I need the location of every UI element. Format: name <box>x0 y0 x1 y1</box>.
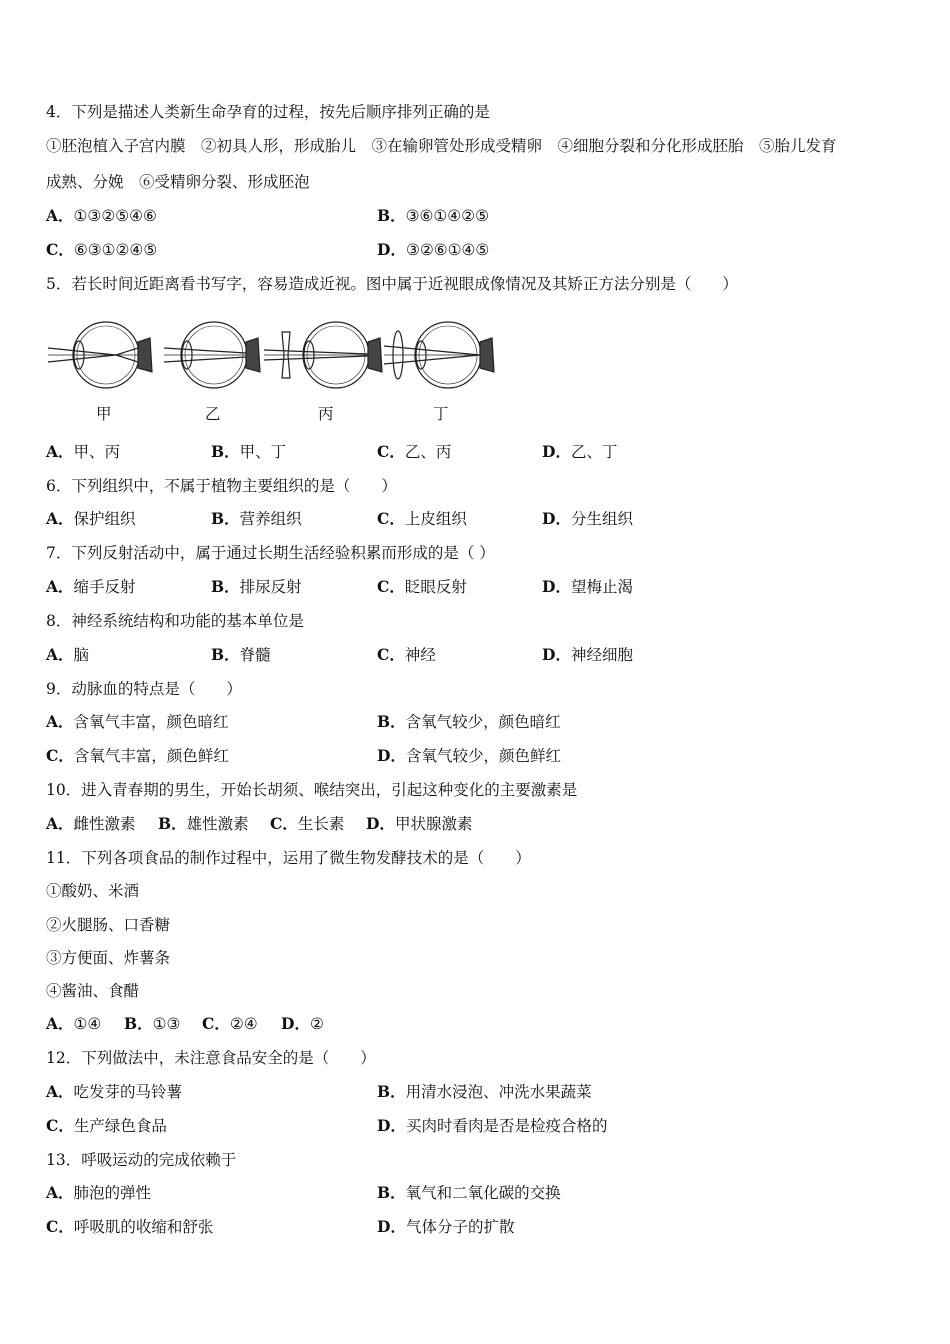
q11-item: ④酱油、食醋 <box>46 982 140 1000</box>
q9-option-a[interactable] <box>46 712 229 732</box>
option-text: 用清水浸泡、冲洗水果蔬菜 <box>405 1083 592 1101</box>
eye-bing-diagram <box>264 322 382 388</box>
q9-stem: 9．动脉血的特点是（ ） <box>46 680 242 698</box>
option-letter: B． <box>158 814 187 833</box>
q8-option-d[interactable] <box>542 645 633 665</box>
figure-label-yi: 乙 <box>205 405 221 423</box>
q4-detail-line-2: 成熟、分娩 ⑥受精卵分裂、形成胚泡 <box>46 173 310 191</box>
q13-option-d[interactable] <box>377 1217 514 1237</box>
eye-ding-diagram <box>384 322 494 388</box>
option-text: 乙、丙 <box>404 443 452 461</box>
option-text: ③②⑥①④⑤ <box>405 241 490 259</box>
q7-option-d[interactable] <box>542 577 633 597</box>
option-letter: C． <box>46 1116 74 1135</box>
option-letter: A． <box>46 442 74 461</box>
option-text: 含氧气丰富，颜色暗红 <box>73 713 229 731</box>
option-letter: C． <box>377 645 405 664</box>
option-letter: C． <box>377 577 405 596</box>
option-letter: A． <box>46 814 74 833</box>
option-text: ①③②⑤④⑥ <box>73 207 157 225</box>
q5-option-c[interactable] <box>377 442 451 462</box>
option-letter: A． <box>46 206 74 225</box>
q4-stem: 4．下列是描述人类新生命孕育的过程，按先后顺序排列正确的是 <box>46 103 490 121</box>
q9-option-c[interactable] <box>46 746 229 766</box>
q11-option-c[interactable] <box>202 1014 258 1034</box>
q5-option-d[interactable] <box>542 442 617 462</box>
option-letter: D． <box>542 509 571 528</box>
q4-detail-line-1: ①胚泡植入子宫内膜 ②初具人形，形成胎儿 ③在输卵管处形成受精卵 ④细胞分裂和分化形成胚胎 ⑤胎儿发育 <box>46 137 837 155</box>
option-text: ①④ <box>73 1015 102 1033</box>
q5-option-b[interactable] <box>211 442 286 462</box>
q11-option-d[interactable] <box>281 1014 324 1034</box>
q11-item: ③方便面、炸薯条 <box>46 949 171 967</box>
q6-stem: 6．下列组织中，不属于植物主要组织的是（ ） <box>46 477 397 495</box>
option-letter: B． <box>377 712 406 731</box>
option-letter: B． <box>211 577 240 596</box>
option-text: 神经细胞 <box>570 646 633 664</box>
option-text: 上皮组织 <box>404 510 467 528</box>
option-text: 眨眼反射 <box>404 578 467 596</box>
option-text: 营养组织 <box>239 510 302 528</box>
eye-yi-diagram <box>164 322 260 388</box>
option-letter: D． <box>542 577 571 596</box>
option-text: 含氧气较少，颜色鲜红 <box>405 747 561 765</box>
q12-option-b[interactable] <box>377 1082 592 1102</box>
option-letter: A． <box>46 509 74 528</box>
option-letter: C． <box>46 746 74 765</box>
q6-option-d[interactable] <box>542 509 633 529</box>
q8-option-c[interactable] <box>377 645 436 665</box>
option-text: ② <box>309 1015 324 1033</box>
q7-option-c[interactable] <box>377 577 467 597</box>
option-text: 甲状腺激素 <box>394 815 473 833</box>
q12-option-c[interactable] <box>46 1116 167 1136</box>
option-text: 生产绿色食品 <box>73 1117 167 1135</box>
option-letter: B． <box>211 442 240 461</box>
option-text: 买肉时看肉是否是检疫合格的 <box>405 1117 608 1135</box>
q11-item: ①酸奶、米酒 <box>46 882 140 900</box>
option-text: 缩手反射 <box>73 578 136 596</box>
q13-option-c[interactable] <box>46 1217 213 1237</box>
q10-option-c[interactable] <box>270 814 344 834</box>
option-letter: C． <box>377 442 405 461</box>
option-letter: D． <box>542 645 571 664</box>
q9-option-b[interactable] <box>377 712 561 732</box>
option-text: 排尿反射 <box>239 578 302 596</box>
figure-label-ding: 丁 <box>433 405 449 423</box>
option-letter: C． <box>46 1217 74 1236</box>
option-text: 吃发芽的马铃薯 <box>73 1083 183 1101</box>
option-letter: D． <box>377 1217 406 1236</box>
q5-option-a[interactable] <box>46 442 120 462</box>
option-text: 肺泡的弹性 <box>73 1184 152 1202</box>
option-text: ⑥③①②④⑤ <box>73 241 158 259</box>
option-text: 甲、丙 <box>73 443 121 461</box>
option-letter: B． <box>211 509 240 528</box>
q12-option-a[interactable] <box>46 1082 182 1102</box>
q13-stem: 13．呼吸运动的完成依赖于 <box>46 1151 237 1169</box>
q11-option-b[interactable] <box>124 1014 180 1034</box>
eye-diagram-figure <box>46 310 496 430</box>
q4-option-c[interactable] <box>46 240 157 260</box>
option-letter: C． <box>377 509 405 528</box>
q11-item: ②火腿肠、口香糖 <box>46 916 171 934</box>
q10-stem: 10．进入青春期的男生，开始长胡须、喉结突出，引起这种变化的主要激素是 <box>46 781 578 799</box>
option-text: 甲、丁 <box>239 443 287 461</box>
q4-option-a[interactable] <box>46 206 157 226</box>
eye-diagrams-svg <box>46 310 496 400</box>
option-text: ③⑥①④②⑤ <box>405 207 489 225</box>
q11-option-a[interactable] <box>46 1014 101 1034</box>
option-letter: B． <box>377 206 406 225</box>
option-text: ②④ <box>229 1015 258 1033</box>
option-text: 分生组织 <box>570 510 633 528</box>
q12-option-d[interactable] <box>377 1116 607 1136</box>
option-letter: C． <box>46 240 74 259</box>
q12-stem: 12．下列做法中，未注意食品安全的是（ ） <box>46 1049 376 1067</box>
option-letter: B． <box>377 1183 406 1202</box>
option-letter: A． <box>46 645 74 664</box>
q7-option-a[interactable] <box>46 577 136 597</box>
option-text: 雌性激素 <box>73 815 136 833</box>
option-text: 神经 <box>404 646 436 664</box>
option-text: 脊髓 <box>239 646 271 664</box>
option-text: 气体分子的扩散 <box>405 1218 515 1236</box>
option-letter: B． <box>124 1014 153 1033</box>
option-letter: A． <box>46 577 74 596</box>
option-letter: C． <box>270 814 298 833</box>
option-text: 雄性激素 <box>186 815 249 833</box>
q6-option-b[interactable] <box>211 509 302 529</box>
option-letter: D． <box>281 1014 310 1033</box>
q10-option-b[interactable] <box>158 814 249 834</box>
option-letter: D． <box>377 1116 406 1135</box>
option-text: 呼吸肌的收缩和舒张 <box>73 1218 214 1236</box>
option-letter: A． <box>46 1082 74 1101</box>
eye-jia-diagram <box>48 322 152 388</box>
option-text: 生长素 <box>297 815 345 833</box>
q4-option-d[interactable] <box>377 240 489 260</box>
option-letter: D． <box>366 814 395 833</box>
option-letter: A． <box>46 712 74 731</box>
q6-option-a[interactable] <box>46 509 136 529</box>
q9-option-d[interactable] <box>377 746 561 766</box>
figure-label-jia: 甲 <box>96 405 112 423</box>
q10-option-d[interactable] <box>366 814 472 834</box>
q7-stem: 7．下列反射活动中，属于通过长期生活经验积累而形成的是（ ） <box>46 544 495 562</box>
q5-stem: 5．若长时间近距离看书写字，容易造成近视。图中属于近视眼成像情况及其矫正方法分别是（ ） <box>46 275 738 293</box>
option-letter: A． <box>46 1183 74 1202</box>
figure-label-bing: 丙 <box>318 405 334 423</box>
option-letter: C． <box>202 1014 230 1033</box>
option-text: 含氧气较少，颜色暗红 <box>405 713 561 731</box>
q7-option-b[interactable] <box>211 577 302 597</box>
option-letter: D． <box>377 240 406 259</box>
option-letter: B． <box>377 1082 406 1101</box>
q13-option-b[interactable] <box>377 1183 561 1203</box>
q6-option-c[interactable] <box>377 509 467 529</box>
option-text: 望梅止渴 <box>570 578 633 596</box>
option-letter: D． <box>542 442 571 461</box>
q8-option-a[interactable] <box>46 645 89 665</box>
option-text: 脑 <box>73 646 90 664</box>
option-text: 保护组织 <box>73 510 136 528</box>
q11-stem: 11．下列各项食品的制作过程中，运用了微生物发酵技术的是（ ） <box>46 849 531 867</box>
option-letter: D． <box>377 746 406 765</box>
q13-option-a[interactable] <box>46 1183 151 1203</box>
q8-option-b[interactable] <box>211 645 271 665</box>
q8-stem: 8．神经系统结构和功能的基本单位是 <box>46 612 304 630</box>
option-text: 含氧气丰富，颜色鲜红 <box>73 747 229 765</box>
option-text: ①③ <box>152 1015 181 1033</box>
option-text: 乙、丁 <box>570 443 618 461</box>
option-letter: B． <box>211 645 240 664</box>
q4-option-b[interactable] <box>377 206 489 226</box>
option-letter: A． <box>46 1014 74 1033</box>
q10-option-a[interactable] <box>46 814 136 834</box>
option-text: 氧气和二氧化碳的交换 <box>405 1184 561 1202</box>
